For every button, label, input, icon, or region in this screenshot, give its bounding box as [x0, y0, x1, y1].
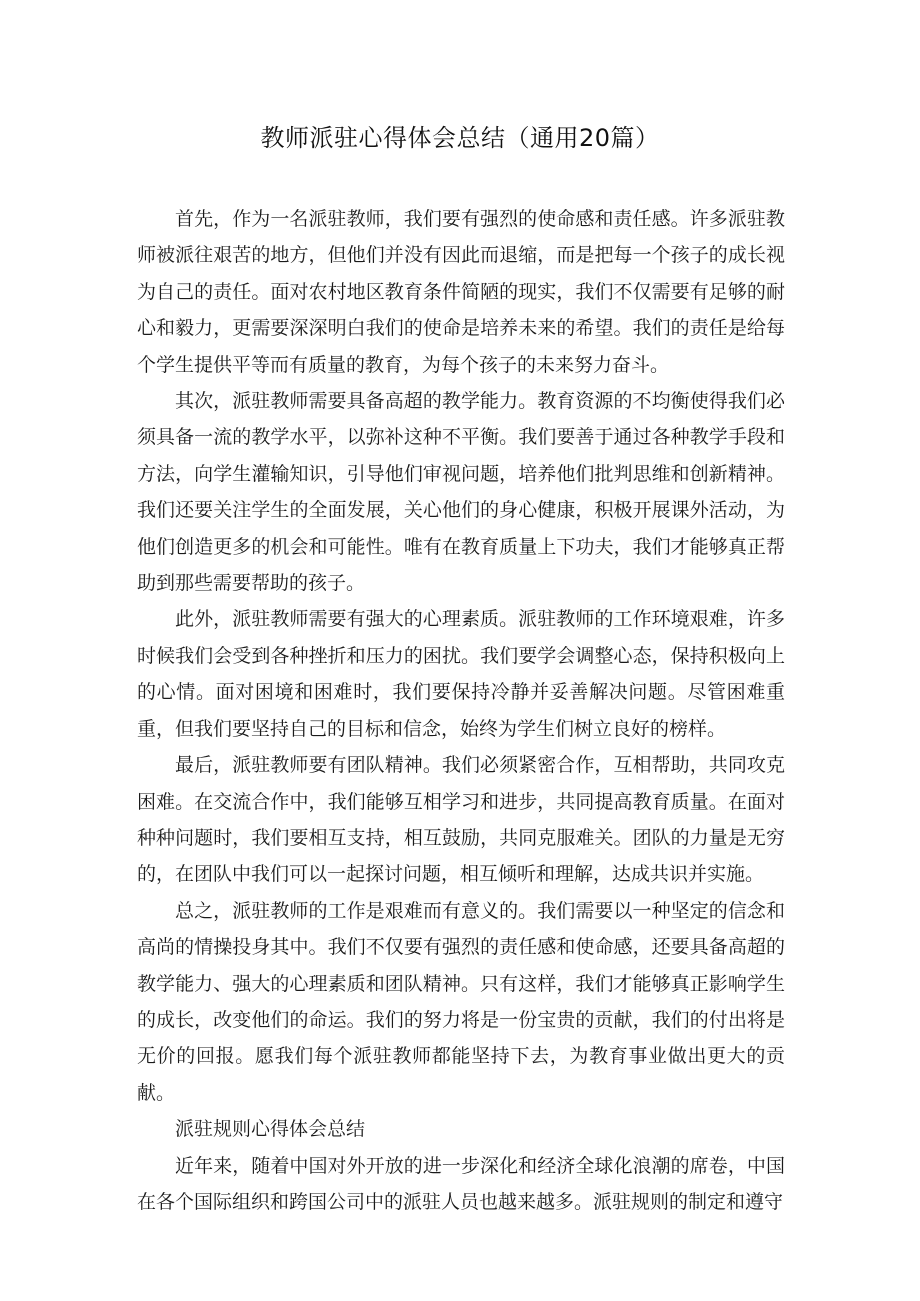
paragraph-1: 首先，作为一名派驻教师，我们要有强烈的使命感和责任感。许多派驻教师被派往艰苦的地方，但他们并没有因此而退缩，而是把每一个孩子的成长视为自己的责任。面对农村地区教育条件简陋的现实，我们不仅需要有足够的耐心和毅力，更需要深深明白我们的使命是培养未来的希望。我们的责任是给每个学生提供平等而有质量的教育，为每个孩子的未来努力奋斗。 [137, 208, 785, 376]
paragraph-6: 近年来，随着中国对外开放的进一步深化和经济全球化浪潮的席卷，中国在各个国际组织和跨国公司中的派驻人员也越来越多。派驻规则的制定和遵守 [137, 1154, 785, 1213]
paragraph-5: 总之，派驻教师的工作是艰难而有意义的。我们需要以一种坚定的信念和高尚的情操投身其中。我们不仅要有强烈的责任感和使命感，还要具备高超的教学能力、强大的心理素质和团队精神。只有这样，我们才能够真正影响学生的成长，改变他们的命运。我们的努力将是一份宝贵的贡献，我们的付出将是无价的回报。愿我们每个派驻教师都能坚持下去，为教育事业做出更大的贡献。 [137, 899, 785, 1104]
paragraph-2: 其次，派驻教师需要具备高超的教学能力。教育资源的不均衡使得我们必须具备一流的教学水平，以弥补这种不平衡。我们要善于通过各种教学手段和方法，向学生灌输知识，引导他们审视问题，培养他们批判思维和创新精神。我们还要关注学生的全面发展，关心他们的身心健康，积极开展课外活动，为他们创造更多的机会和可能性。唯有在教育质量上下功夫，我们才能够真正帮助到那些需要帮助的孩子。 [137, 390, 785, 595]
paragraph-3: 此外，派驻教师需要有强大的心理素质。派驻教师的工作环境艰难，许多时候我们会受到各种挫折和压力的困扰。我们要学会调整心态，保持积极向上的心情。面对困境和困难时，我们要保持冷静并妥善解决问题。尽管困难重重，但我们要坚持自己的目标和信念，始终为学生们树立良好的榜样。 [137, 608, 785, 740]
document-title: 教师派驻心得体会总结（通用20篇） [260, 124, 660, 152]
document-body [137, 201, 785, 1220]
paragraph-4: 最后，派驻教师要有团队精神。我们必须紧密合作，互相帮助，共同攻克困难。在交流合作中，我们能够互相学习和进步，共同提高教育质量。在面对种种问题时，我们要相互支持，相互鼓励，共同克服难关。团队的力量是无穷的，在团队中我们可以一起探讨问题，相互倾听和理解，达成共识并实施。 [137, 754, 785, 886]
section-subheading: 派驻规则心得体会总结 [175, 1118, 366, 1141]
